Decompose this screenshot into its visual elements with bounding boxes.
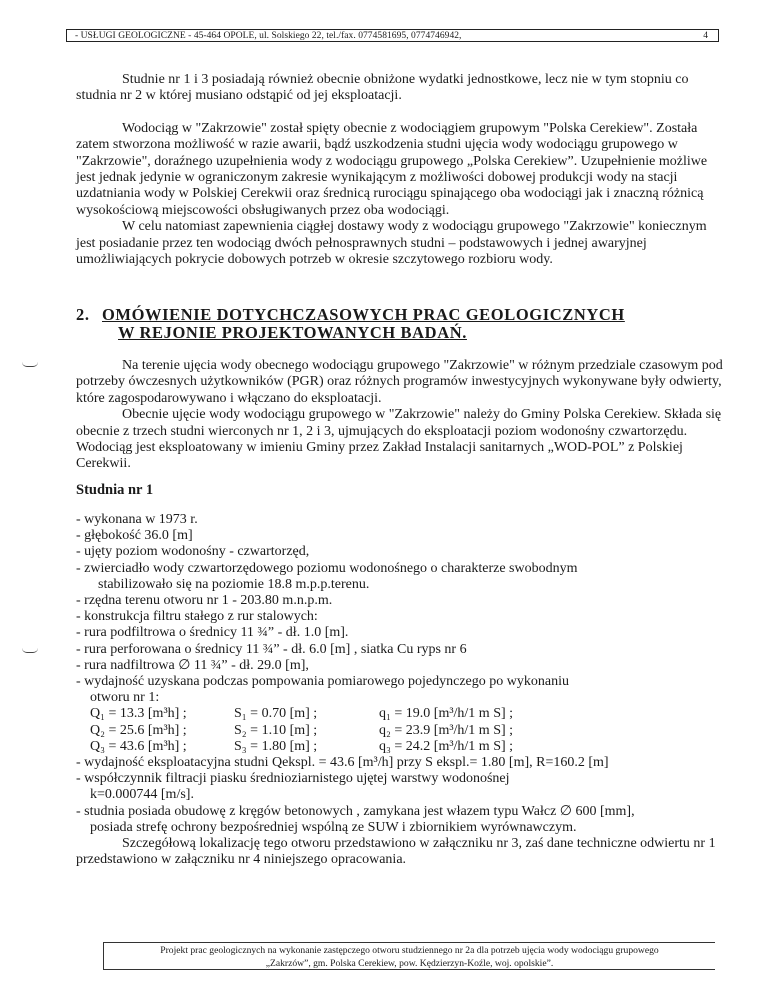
list-item: - współczynnik filtracji piasku średnioziarnistego ujętej warstwy wodonośnej — [76, 771, 510, 787]
list-item: posiada strefę ochrony bezpośredniej wspólną ze SUW i zbiornikiem wyrównawczym. — [90, 819, 577, 835]
pumping-q: Q₂ = 25.6 [m³h] ; — [90, 722, 187, 738]
paragraph: Szczegółową lokalizację tego otworu przedstawiono w załączniku nr 3, zaś dane techniczne odwiertu nr 1 przedstawiono w załączniku nr 4 niniejszego opracowania. — [76, 836, 716, 868]
binding-mark — [22, 648, 38, 653]
pumping-row — [76, 706, 724, 722]
list-item: - zwierciadło wody czwartorzędowego poziomu wodonośnego o charakterze swobodnym — [76, 560, 578, 576]
page-number: 4 — [703, 31, 708, 41]
list-item: - studnia posiada obudowę z kręgów betonowych , zamykana jest włazem typu Wałcz ∅ 600 [mm], — [76, 803, 635, 819]
pumping-specific: q₂ = 23.9 [m³/h/1 m S] ; — [379, 722, 514, 738]
section-title-line2: W REJONIE PROJEKTOWANYCH BADAŃ. — [118, 323, 467, 342]
pumping-q: Q₁ = 13.3 [m³h] ; — [90, 706, 187, 722]
well-details — [76, 512, 724, 868]
section-body — [76, 358, 724, 473]
list-item: - wykonana w 1973 r. — [76, 512, 198, 527]
page-footer — [103, 942, 715, 970]
list-item: - rura podfiltrowa o średnicy 11 ¾” - dł. 1.0 [m]. — [76, 625, 349, 641]
list-item: - konstrukcja filtru stałego z rur stalowych: — [76, 609, 318, 625]
pumping-specific: q₃ = 24.2 [m³/h/1 m S] ; — [379, 738, 514, 754]
header-text: - USŁUGI GEOLOGICZNE - 45-464 OPOLE, ul. Solskiego 22, tel./fax. 0774581695, 0774746942, — [75, 31, 462, 41]
pumping-q: Q₃ = 43.6 [m³h] ; — [90, 738, 187, 754]
paragraph: Obecnie ujęcie wody wodociągu grupowego w "Zakrzowie" należy do Gminy Polska Cerekiew. Składa się obecnie z trzech studni wierconych nr 1, 2 i 3, ujmujących do eksploatacji poziom wodonośny czwartorzędu. Wodociąg jest eksploatowany w imieniu Gminy przez Zakład Instalacji sanitarnych „WOD-POL” z Polskiej Cerekwii. — [76, 407, 722, 472]
list-item: - rura perforowana o średnicy 11 ¾” - dł. 6.0 [m] , siatka Cu ryps nr 6 — [76, 641, 467, 657]
list-item: stabilizowało się na poziomie 18.8 m.p.p.terenu. — [98, 576, 370, 592]
pumping-specific: q₁ = 19.0 [m³/h/1 m S] ; — [379, 706, 514, 722]
page-header — [66, 29, 719, 42]
footer-line1: Projekt prac geologicznych na wykonanie zastępczego otworu studziennego nr 2a dla potrzeb ujęcia wody wodociągu grupowego — [160, 945, 659, 956]
paragraph: W celu natomiast zapewnienia ciągłej dostawy wody z wodociągu grupowego "Zakrzowie" koniecznym jest posiadanie przez ten wodociąg dwóch pełnosprawnych studni – podstawowych i jednej awaryjnej umożliwiających pokrycie dobowych potrzeb w okresie szczytowego rozbioru wody. — [76, 219, 707, 268]
footer-line2: „Zakrzów”, gm. Polska Cerekiew, pow. Kędzierzyn-Koźle, woj. opolskie”. — [265, 958, 554, 969]
binding-mark — [22, 362, 38, 367]
section-title-line1: OMÓWIENIE DOTYCHCZASOWYCH PRAC GEOLOGICZNYCH — [102, 305, 625, 324]
intro-block — [76, 72, 724, 268]
pumping-s: S₁ = 0.70 [m] ; — [234, 706, 318, 722]
list-item: otworu nr 1: — [90, 690, 160, 706]
pumping-s: S₂ = 1.10 [m] ; — [234, 722, 318, 738]
section-number: 2. — [76, 305, 90, 324]
list-item: - wydajność eksploatacyjna studni Qekspl. = 43.6 [m³/h] przy S ekspl.= 1.80 [m], R=160.2 [m] — [76, 755, 609, 771]
paragraph: Na terenie ujęcia wody obecnego wodociągu grupowego "Zakrzowie" w różnym przedziale czasowym pod potrzeby ówczesnych użytkowników (PGR) oraz różnych programów inwestycyjnych wykonywane były odwierty, które zagospodarowywano i włączano do eksploatacji. — [76, 358, 723, 406]
list-item: - ujęty poziom wodonośny - czwartorzęd, — [76, 544, 310, 560]
section-heading — [76, 306, 724, 342]
pumping-s: S₃ = 1.80 [m] ; — [234, 738, 318, 754]
list-item: - głębokość 36.0 [m] — [76, 528, 193, 544]
paragraph: Wodociąg w "Zakrzowie" został spięty obecnie z wodociągiem grupowym "Polska Cerekiew". Została zatem stworzona możliwość w razie awarii, bądź uszkodzenia studni ujęcia wody wodociągu grupowego w "Zakrzowie", doraźnego uzupełnienia wody z wodociągu grupowego „Polska Cerekiew”. Uzupełnienie możliwe jest jednak jedynie w ograniczonym zakresie wynikającym z możliwości dobowej produkcji wody na stacji uzdatniania wody w Polskiej Cerekwii oraz średnicą rurociągu spinającego oba wodociągi jak i znaczną różnicą wysokościową miejscowości obsługiwanych przez oba wodociągi. — [76, 120, 708, 218]
pumping-row — [76, 723, 724, 739]
list-item: - wydajność uzyskana podczas pompowania pomiarowego pojedynczego po wykonaniu — [76, 674, 569, 690]
pumping-row — [76, 739, 724, 755]
list-item: k=0.000744 [m/s]. — [90, 787, 194, 803]
list-item: - rura nadfiltrowa ∅ 11 ¾” - dł. 29.0 [m], — [76, 657, 309, 673]
paragraph: Studnie nr 1 i 3 posiadają również obecnie obniżone wydatki jednostkowe, lecz nie w tym stopniu co studnia nr 2 w której musiano odstąpić od jej eksploatacji. — [76, 72, 689, 104]
well-heading: Studnia nr 1 — [76, 482, 154, 498]
list-item: - rzędna terenu otworu nr 1 - 203.80 m.n.p.m. — [76, 593, 333, 609]
